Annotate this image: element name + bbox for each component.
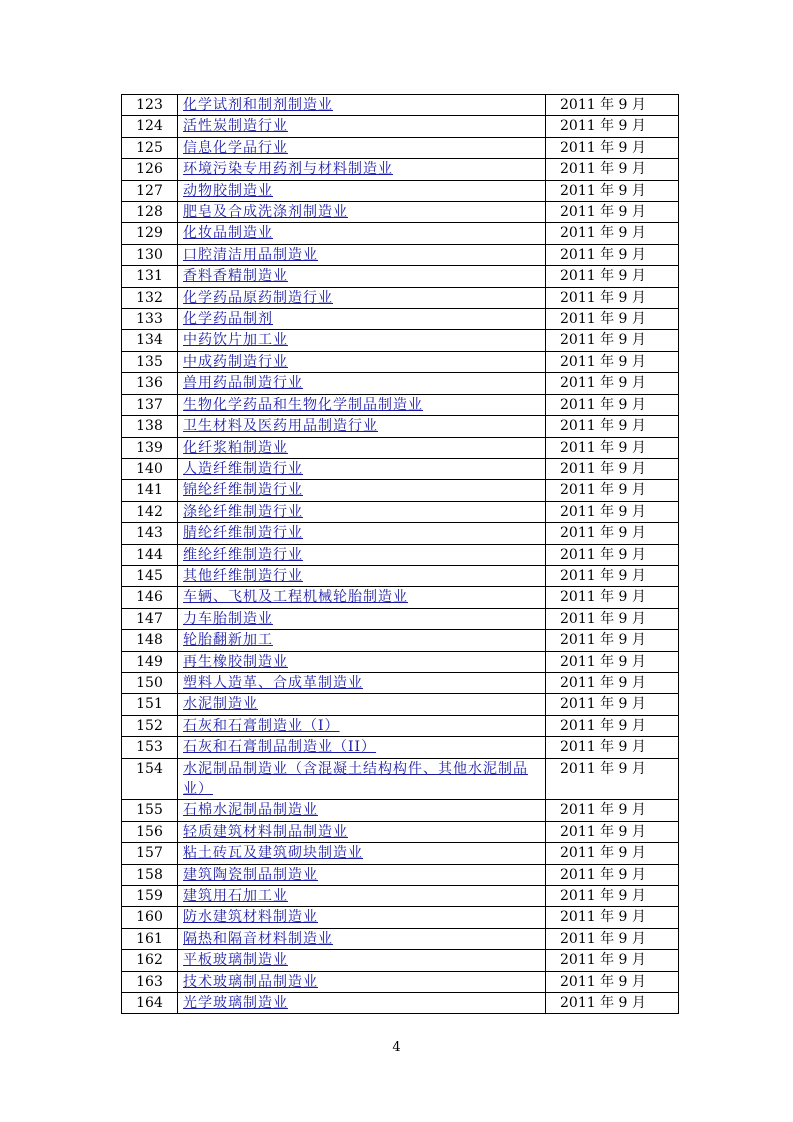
table-row [122,672,679,693]
industry-link[interactable]: 再生橡胶制造业 [183,653,288,670]
table-row [122,351,679,372]
table-row [122,907,679,928]
industry-name-cell [178,523,546,544]
table-row [122,223,679,244]
table-row [122,694,679,715]
row-number: 156 [122,821,178,842]
industry-name-cell [178,137,546,158]
release-date: 2011 年 9 月 [546,886,679,907]
row-number: 143 [122,523,178,544]
release-date: 2011 年 9 月 [546,758,679,800]
release-date: 2011 年 9 月 [546,864,679,885]
row-number: 127 [122,180,178,201]
industry-name-cell [178,180,546,201]
release-date: 2011 年 9 月 [546,993,679,1014]
industry-link[interactable]: 活性炭制造行业 [183,118,288,135]
industry-name-cell [178,821,546,842]
industry-name-cell [178,287,546,308]
industry-name-cell [178,373,546,394]
release-date: 2011 年 9 月 [546,137,679,158]
release-date: 2011 年 9 月 [546,651,679,672]
industry-link[interactable]: 肥皂及合成洗涤剂制造业 [183,204,348,221]
industry-link[interactable]: 卫生材料及医药用品制造行业 [183,418,378,435]
release-date: 2011 年 9 月 [546,544,679,565]
industry-name-cell [178,266,546,287]
table-row [122,373,679,394]
row-number: 129 [122,223,178,244]
industry-name-cell [178,394,546,415]
industry-name-cell [178,159,546,180]
table-row [122,266,679,287]
industry-name-cell [178,480,546,501]
row-number: 154 [122,758,178,800]
release-date: 2011 年 9 月 [546,394,679,415]
table-row [122,544,679,565]
industry-name-cell [178,950,546,971]
row-number: 161 [122,928,178,949]
release-date: 2011 年 9 月 [546,971,679,992]
industry-link[interactable]: 其他纤维制造行业 [183,567,303,584]
industry-name-cell [178,202,546,223]
table-row [122,159,679,180]
industry-link[interactable]: 化学药品原药制造行业 [183,289,333,306]
industry-list-table [121,94,679,1014]
industry-name-cell [178,501,546,522]
table-row [122,608,679,629]
table-row [122,651,679,672]
industry-link[interactable]: 轻质建筑材料制品制造业 [183,823,348,840]
release-date: 2011 年 9 月 [546,587,679,608]
release-date: 2011 年 9 月 [546,351,679,372]
industry-link[interactable]: 兽用药品制造行业 [183,375,303,392]
row-number: 124 [122,116,178,137]
table-row [122,458,679,479]
table-row [122,993,679,1014]
row-number: 135 [122,351,178,372]
row-number: 146 [122,587,178,608]
release-date: 2011 年 9 月 [546,95,679,116]
industry-link[interactable]: 防水建筑材料制造业 [183,909,318,926]
industry-link[interactable]: 车辆、飞机及工程机械轮胎制造业 [183,589,408,606]
row-number: 159 [122,886,178,907]
industry-name-cell [178,737,546,758]
table-row [122,416,679,437]
industry-name-cell [178,351,546,372]
industry-link[interactable]: 生物化学药品和生物化学制品制造业 [183,396,423,413]
row-number: 141 [122,480,178,501]
industry-name-cell [178,608,546,629]
release-date: 2011 年 9 月 [546,821,679,842]
release-date: 2011 年 9 月 [546,244,679,265]
industry-link[interactable]: 香料香精制造业 [183,268,288,285]
industry-link[interactable]: 石灰和石膏制品制造业（II） [183,739,377,756]
table-body [122,95,679,1014]
industry-name-cell [178,843,546,864]
industry-link[interactable]: 化学试剂和制剂制造业 [183,97,333,113]
table-row [122,180,679,201]
industry-name-cell [178,587,546,608]
industry-name-cell [178,116,546,137]
industry-name-cell [178,993,546,1014]
table-row [122,137,679,158]
industry-name-cell [178,630,546,651]
release-date: 2011 年 9 月 [546,800,679,821]
table-row [122,244,679,265]
industry-name-cell [178,544,546,565]
industry-link[interactable]: 人造纤维制造行业 [183,460,303,477]
industry-link[interactable]: 力车胎制造业 [183,610,273,627]
release-date: 2011 年 9 月 [546,672,679,693]
row-number: 155 [122,800,178,821]
row-number: 152 [122,715,178,736]
industry-name-cell [178,223,546,244]
industry-name-cell [178,651,546,672]
row-number: 163 [122,971,178,992]
industry-link[interactable]: 水泥制品制造业（含混凝土结构构件、其他水泥制品业） [183,760,528,797]
table-row [122,758,679,800]
table-row [122,587,679,608]
release-date: 2011 年 9 月 [546,180,679,201]
row-number: 139 [122,437,178,458]
industry-link[interactable]: 中药饮片加工业 [183,332,288,349]
table-row [122,630,679,651]
table-row [122,95,679,116]
industry-link[interactable]: 涤纶纤维制造行业 [183,503,303,520]
row-number: 153 [122,737,178,758]
row-number: 136 [122,373,178,394]
release-date: 2011 年 9 月 [546,287,679,308]
table-row [122,309,679,330]
industry-link[interactable]: 环境污染专用药剂与材料制造业 [183,161,393,178]
table-row [122,843,679,864]
industry-link[interactable]: 口腔清洁用品制造业 [183,246,318,263]
release-date: 2011 年 9 月 [546,480,679,501]
industry-link[interactable]: 技术玻璃制品制造业 [183,973,318,990]
industry-name-cell [178,971,546,992]
row-number: 123 [122,95,178,116]
row-number: 164 [122,993,178,1014]
industry-name-cell [178,886,546,907]
industry-name-cell [178,95,546,116]
row-number: 150 [122,672,178,693]
row-number: 131 [122,266,178,287]
row-number: 130 [122,244,178,265]
industry-link[interactable]: 化妆品制造业 [183,225,273,242]
row-number: 140 [122,458,178,479]
industry-name-cell [178,928,546,949]
row-number: 151 [122,694,178,715]
row-number: 149 [122,651,178,672]
release-date: 2011 年 9 月 [546,715,679,736]
row-number: 125 [122,137,178,158]
industry-link[interactable]: 建筑用石加工业 [183,888,288,905]
table-row [122,501,679,522]
row-number: 134 [122,330,178,351]
row-number: 142 [122,501,178,522]
release-date: 2011 年 9 月 [546,223,679,244]
table-row [122,800,679,821]
release-date: 2011 年 9 月 [546,116,679,137]
release-date: 2011 年 9 月 [546,928,679,949]
release-date: 2011 年 9 月 [546,737,679,758]
industry-link[interactable]: 塑料人造革、合成革制造业 [183,674,363,691]
table-row [122,116,679,137]
release-date: 2011 年 9 月 [546,694,679,715]
release-date: 2011 年 9 月 [546,458,679,479]
table-row [122,821,679,842]
table-row [122,287,679,308]
industry-link[interactable]: 中成药制造行业 [183,353,288,370]
row-number: 162 [122,950,178,971]
table-row [122,715,679,736]
table-row [122,886,679,907]
industry-link[interactable]: 石棉水泥制品制造业 [183,802,318,819]
industry-name-cell [178,309,546,330]
release-date: 2011 年 9 月 [546,608,679,629]
release-date: 2011 年 9 月 [546,202,679,223]
industry-link[interactable]: 光学玻璃制造业 [183,995,288,1012]
industry-name-cell [178,907,546,928]
release-date: 2011 年 9 月 [546,309,679,330]
row-number: 158 [122,864,178,885]
release-date: 2011 年 9 月 [546,266,679,287]
industry-name-cell [178,758,546,800]
industry-link[interactable]: 腈纶纤维制造行业 [183,525,303,542]
release-date: 2011 年 9 月 [546,630,679,651]
industry-link[interactable]: 维纶纤维制造行业 [183,546,303,563]
release-date: 2011 年 9 月 [546,950,679,971]
table-row [122,950,679,971]
row-number: 144 [122,544,178,565]
release-date: 2011 年 9 月 [546,437,679,458]
industry-link[interactable]: 水泥制造业 [183,696,258,713]
table-row [122,480,679,501]
row-number: 157 [122,843,178,864]
industry-link[interactable]: 信息化学品行业 [183,139,288,156]
industry-name-cell [178,416,546,437]
table-row [122,202,679,223]
table-row [122,565,679,586]
industry-link[interactable]: 平板玻璃制造业 [183,952,288,969]
industry-name-cell [178,244,546,265]
row-number: 160 [122,907,178,928]
page-number: 4 [392,1040,401,1055]
release-date: 2011 年 9 月 [546,501,679,522]
table-row [122,864,679,885]
industry-name-cell [178,330,546,351]
table-row [122,330,679,351]
industry-link[interactable]: 轮胎翻新加工 [183,632,273,649]
row-number: 128 [122,202,178,223]
release-date: 2011 年 9 月 [546,330,679,351]
industry-name-cell [178,864,546,885]
industry-link[interactable]: 锦纶纤维制造行业 [183,482,303,499]
release-date: 2011 年 9 月 [546,843,679,864]
table-row [122,928,679,949]
release-date: 2011 年 9 月 [546,565,679,586]
industry-link[interactable]: 化学药品制剂 [183,311,273,328]
industry-link[interactable]: 隔热和隔音材料制造业 [183,930,333,947]
row-number: 147 [122,608,178,629]
industry-name-cell [178,715,546,736]
industry-link[interactable]: 粘土砖瓦及建筑砌块制造业 [183,845,363,862]
row-number: 148 [122,630,178,651]
industry-link[interactable]: 化纤浆粕制造业 [183,439,288,456]
table-row [122,737,679,758]
industry-name-cell [178,672,546,693]
release-date: 2011 年 9 月 [546,416,679,437]
table-row [122,523,679,544]
release-date: 2011 年 9 月 [546,159,679,180]
industry-name-cell [178,694,546,715]
release-date: 2011 年 9 月 [546,907,679,928]
table-row [122,971,679,992]
row-number: 137 [122,394,178,415]
industry-link[interactable]: 石灰和石膏制造业（I） [183,717,340,734]
industry-name-cell [178,565,546,586]
industry-name-cell [178,800,546,821]
industry-name-cell [178,458,546,479]
table-row [122,437,679,458]
industry-link[interactable]: 动物胶制造业 [183,182,273,199]
row-number: 138 [122,416,178,437]
row-number: 145 [122,565,178,586]
row-number: 126 [122,159,178,180]
table-row [122,394,679,415]
release-date: 2011 年 9 月 [546,373,679,394]
row-number: 132 [122,287,178,308]
industry-name-cell [178,437,546,458]
release-date: 2011 年 9 月 [546,523,679,544]
row-number: 133 [122,309,178,330]
industry-link[interactable]: 建筑陶瓷制品制造业 [183,866,318,883]
